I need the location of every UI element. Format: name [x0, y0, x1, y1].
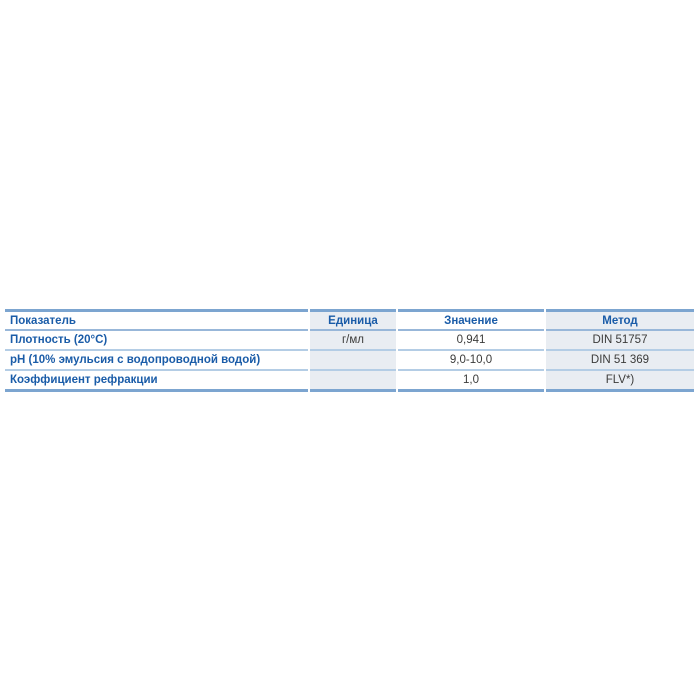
cell-value: 0,941 — [398, 331, 544, 351]
column-header-unit: Единица — [310, 309, 396, 331]
cell-method: FLV*) — [546, 371, 694, 392]
cell-indicator: Коэффициент рефракции — [5, 371, 308, 392]
cell-indicator: Плотность (20°C) — [5, 331, 308, 351]
cell-unit — [310, 351, 396, 371]
cell-unit: г/мл — [310, 331, 396, 351]
cell-value: 9,0-10,0 — [398, 351, 544, 371]
column-header-indicator: Показатель — [5, 309, 308, 331]
cell-method: DIN 51 369 — [546, 351, 694, 371]
cell-method: DIN 51757 — [546, 331, 694, 351]
properties-table — [5, 309, 695, 392]
column-header-method: Метод — [546, 309, 694, 331]
cell-indicator: pH (10% эмульсия с водопроводной водой) — [5, 351, 308, 371]
column-header-value: Значение — [398, 309, 544, 331]
cell-value: 1,0 — [398, 371, 544, 392]
cell-unit — [310, 371, 396, 392]
